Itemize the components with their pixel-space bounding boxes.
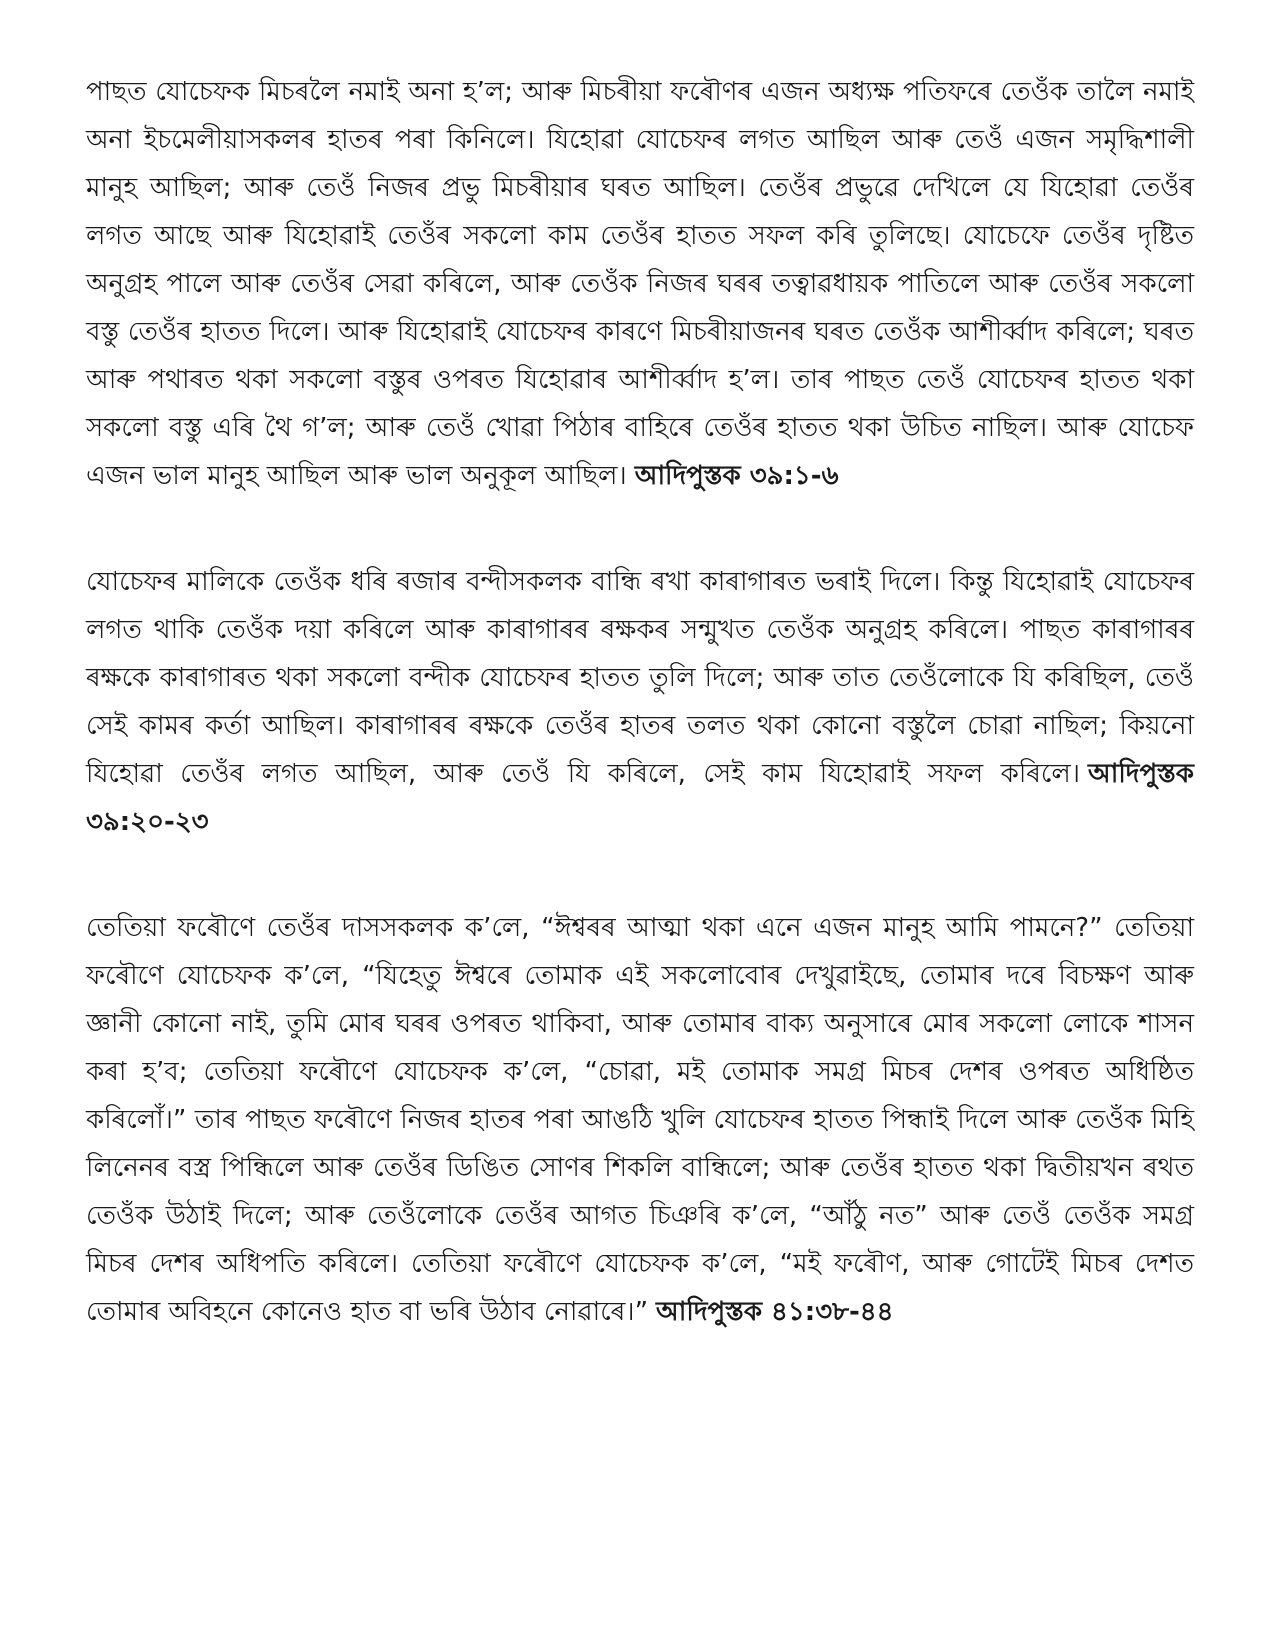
passage-text: তেতিয়া ফৰৌণে তেওঁৰ দাসসকলক ক’লে, “ঈশ্বৰৰ আত্মা থকা এনে এজন মানুহ আমি পামনে?” তেতিয়া ফৰৌণে যোচেফক ক’লে, “যিহেতু ঈশ্বৰে তোমাক এই সকলোবোৰ দেখুৱাইছে, তোমাৰ দৰে বিচক্ষণ আৰু জ্ঞানী কোনো নাই, তুমি মোৰ ঘৰৰ ওপৰত থাকিবা, আৰু তোমাৰ বাক্য অনুসাৰে মোৰ সকলো লোকে শাসন কৰা হ’ব; তেতিয়া ফৰৌণে যোচেফক ক’লে, “চোৱা, মই তোমাক সমগ্ৰ মিচৰ দেশৰ ওপৰত অধিষ্ঠিত কৰিলোঁ।” তাৰ পাছত ফৰৌণে নিজৰ হাতৰ পৰা আঙঠি খুলি যোচেফৰ হাতত পিন্ধাই দিলে আৰু তেওঁক মিহি লিনেনৰ বস্ত্ৰ পিন্ধিলে আৰু তেওঁৰ ডিঙিত সোণৰ শিকলি বান্ধিলে; আৰু তেওঁৰ হাতত থকা দ্বিতীয়খন ৰথত তেওঁক উঠাই দিলে; আৰু তেওঁলোকে তেওঁৰ আগত চিঞৰি ক’লে, “আঁঠু নত” আৰু তেওঁ তেওঁক সমগ্ৰ মিচৰ দেশৰ অধিপতি কৰিলে। তেতিয়া ফৰৌণে যোচেফক ক’লে, “মই ফৰৌণ, আৰু গোটেই মিচৰ দেশত তোমাৰ অবিহনে কোনেও হাত বা ভৰি উঠাব নোৱাৰে।” (86, 913, 1194, 1327)
passage-text: পাছত যোচেফক মিচৰলৈ নমাই অনা হ’ল; আৰু মিচৰীয়া ফৰৌণৰ এজন অধ্যক্ষ পতিফৰে তেওঁক তালৈ নমাই অনা ইচমেলীয়াসকলৰ হাতৰ পৰা কিনিলে। যিহোৱা যোচেফৰ লগত আছিল আৰু তেওঁ এজন সমৃদ্ধিশালী মানুহ আছিল; আৰু তেওঁ নিজৰ প্ৰভু মিচৰীয়াৰ ঘৰত আছিল। তেওঁৰ প্ৰভুৱে দেখিলে যে যিহোৱা তেওঁৰ লগত আছে আৰু যিহোৱাই তেওঁৰ সকলো কাম তেওঁৰ হাতত সফল কৰি তুলিছে। যোচেফে তেওঁৰ দৃষ্টিত অনুগ্ৰহ পালে আৰু তেওঁৰ সেৱা কৰিলে, আৰু তেওঁক নিজৰ ঘৰৰ তত্বাৱধায়ক পাতিলে আৰু তেওঁৰ সকলো বস্তু তেওঁৰ হাতত দিলে। আৰু যিহোৱাই যোচেফৰ কাৰণে মিচৰীয়াজনৰ ঘৰত তেওঁক আশীৰ্ব্বাদ কৰিলে; ঘৰত আৰু পথাৰত থকা সকলো বস্তুৰ ওপৰত যিহোৱাৰ আশীৰ্ব্বাদ হ’ল। তাৰ পাছত তেওঁ যোচেফৰ হাতত থকা সকলো বস্তু এৰি থৈ গ’ল; আৰু তেওঁ খোৱা পিঠাৰ বাহিৰে তেওঁৰ হাতত থকা উচিত নাছিল। আৰু যোচেফ এজন ভাল মানুহ আছিল আৰু ভাল অনুকূল আছিল। (86, 77, 1194, 491)
document-page (86, 68, 1194, 1394)
passage-1 (86, 68, 1194, 500)
scripture-reference: আদিপুস্তক ৩৯:২০-২৩ (86, 759, 1194, 837)
scripture-reference: আদিপুস্তক ৪১:৩৮-৪৪ (656, 1297, 894, 1327)
scripture-reference: আদিপুস্তক ৩৯:১-৬ (634, 461, 839, 491)
passage-text: যোচেফৰ মালিকে তেওঁক ধৰি ৰজাৰ বন্দীসকলক বান্ধি ৰখা কাৰাগাৰত ভৰাই দিলে। কিন্তু যিহোৱাই যোচেফৰ লগত থাকি তেওঁক দয়া কৰিলে আৰু কাৰাগাৰৰ ৰক্ষকৰ সন্মুখত তেওঁক অনুগ্ৰহ কৰিলে। পাছত কাৰাগাৰৰ ৰক্ষকে কাৰাগাৰত থকা সকলো বন্দীক যোচেফৰ হাতত তুলি দিলে; আৰু তাত তেওঁলোকে যি কৰিছিল, তেওঁ সেই কামৰ কৰ্তা আছিল। কাৰাগাৰৰ ৰক্ষকে তেওঁৰ হাতৰ তলত থকা কোনো বস্তুলৈ চোৱা নাছিল; কিয়নো যিহোৱা তেওঁৰ লগত আছিল, আৰু তেওঁ যি কৰিলে, সেই কাম যিহোৱাই সফল কৰিলে। (86, 567, 1194, 789)
passage-3 (86, 904, 1194, 1336)
passage-2 (86, 558, 1194, 846)
